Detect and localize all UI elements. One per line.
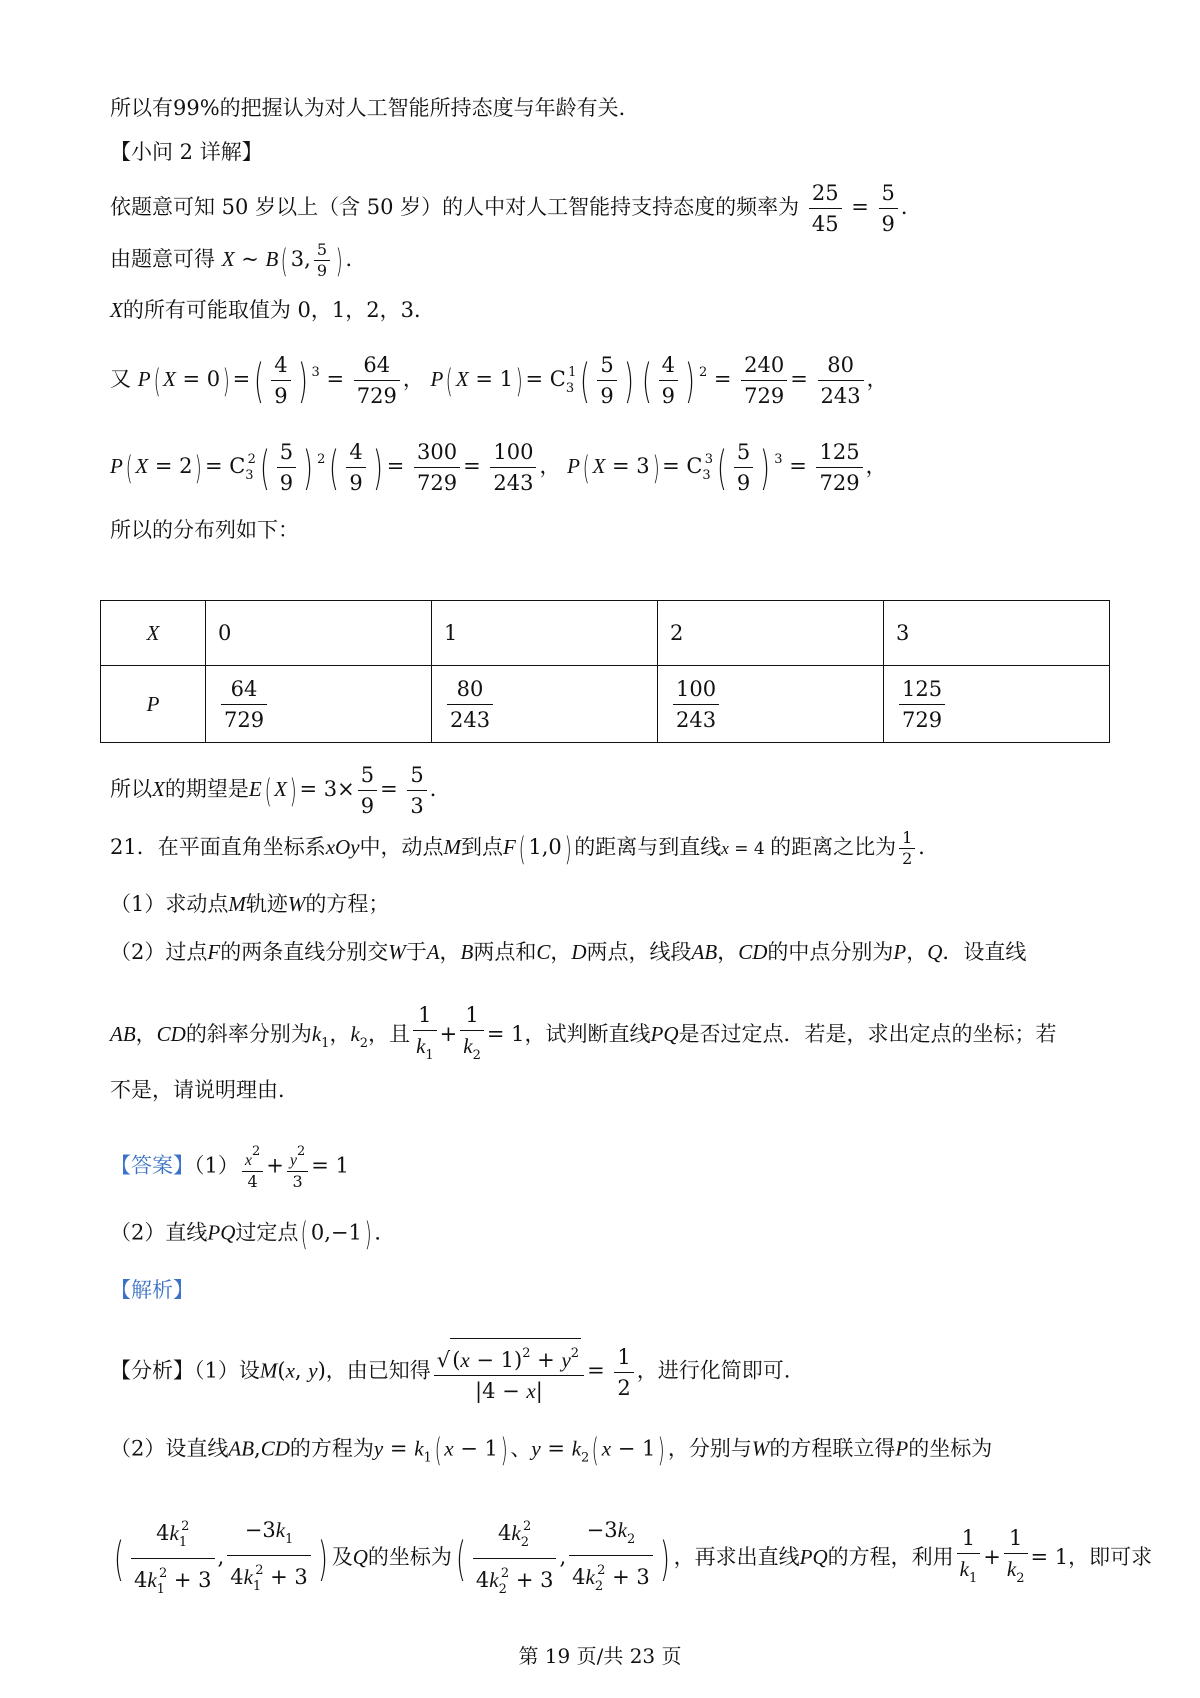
table-header-x: X: [101, 601, 206, 666]
table-cell: 0: [206, 601, 432, 666]
table-cell: $\frac{125}{729}$: [884, 666, 1110, 743]
question-21-part1: （1）求动点M轨迹W的方程；: [110, 892, 390, 916]
page-footer: 第 19 页/共 23 页: [518, 1644, 682, 1668]
question-21-part2-cont: AB，CD的斜率分别为$k_1$，$k_2$，且 $\frac{1}{k_1}$ + $\frac{1}{k_2}$ = 1，试判断直线PQ是否过定点．若是，求出定点的坐标；若: [110, 1000, 1057, 1071]
table-cell: 3: [884, 601, 1110, 666]
values-text: 的所有可能取值为 0，1，2，3．: [122, 298, 435, 322]
section-heading-part2: [110, 138, 263, 166]
analysis-part2: （2）设直线AB,CD的方程为$y = k_1$( x − 1) 、$y = k_2$( x − 1) ，分别与W的方程联立得P的坐标为: [110, 1431, 993, 1469]
analysis-part2-cont: ( $\frac{4k_1^2}{4k_1^2 + 3}$ , $\frac{-3k_1}{4k_1^2 + 3}$ ) 及Q的坐标为( $\frac{4k_2^2}{4k_2^2 + 3}$ , $\frac{-3k_2}{4k_2^2 + 3}$ ) ，再求出直线PQ的方程，利用 $\frac{1}{k_1}$ + $\frac{1}{k_2}$ = 1，即可求: [110, 1512, 1152, 1605]
text-line-frequency: 依题意可知 50 岁以上（含 50 岁）的人中对人工智能持支持态度的频率为 $\frac{25}{45}$ = $\frac{5}{9}$ ．: [110, 178, 922, 239]
answer-part1: 【答案】（1） $\frac{x^2}{4}$ + $\frac{y^2}{3}$ = 1: [110, 1144, 349, 1191]
table-cell: 2: [658, 601, 884, 666]
table-header-p: P: [101, 666, 206, 743]
answer-part2: （2）直线PQ过定点( 0,−1) ．: [110, 1215, 396, 1253]
question-21-part2: （2）过点F的两条直线分别交W于A，B两点和C，D两点，线段AB，CD的中点分别为P，Q．设直线: [110, 940, 1027, 964]
text-line-values: X的所有可能取值为 0，1，2，3．: [110, 298, 435, 322]
formula-line-p0-p1: 又 P( X = 0) =( $\frac{4}{9}$ ) $^3$ = $\frac{64}{729}$ ， P( $X = 1) = C_3^1$( $\frac{5}{9}$ ) ( $\frac{4}{9}$ ) $^2$ = $\frac{240}{729}$ = $\frac{80}{243}$ ，: [110, 350, 888, 411]
text-line-distribution: [110, 516, 299, 544]
analysis-label: 【解析】: [110, 1278, 194, 1302]
text-line-conclusion: [110, 94, 640, 122]
analysis-part1: 【分析】（1）设M(x, y)，由已知得 $\frac{√(x - 1)^2 + y^2}{|4 - x|}$ = $\frac{1}{2}$ ，进行化简即可.: [110, 1338, 790, 1406]
frequency-text: 依题意可知 50 岁以上（含 50 岁）的人中对人工智能持支持态度的频率为: [110, 195, 800, 219]
binomial-text: 由题意可得: [110, 247, 215, 271]
question-21-statement: 21．在平面直角坐标系xOy中，动点M到点F( 1,0) 的距离与到直线x = 4 的距离之比为 $\frac{1}{2}$ ．: [110, 828, 940, 868]
conclusion-text: 所以有99%的把握认为对人工智能所持态度与年龄有关．: [110, 96, 640, 120]
question-21-part2-end: 不是，请说明理由．: [110, 1078, 299, 1102]
fraction-5-9: $\frac{5}{9}$: [879, 178, 898, 239]
analysis-heading: [110, 1276, 194, 1304]
formula-line-p2-p3: P( $X = 2) = C_3^2$( $\frac{5}{9}$ ) $^2$( $\frac{4}{9}$ ) = $\frac{300}{729}$ = $\frac{100}{243}$ ， P( $X = 3) = C_3^3$( $\frac{5}{9}$ ) $^3$ = $\frac{125}{729}$ ，: [110, 437, 887, 498]
text-line-expectation: 所以X的期望是E( X) = 3× $\frac{5}{9}$ = $\frac{5}{3}$ ．: [110, 760, 451, 821]
distribution-text: 所以的分布列如下：: [110, 518, 299, 542]
part2-heading: 【小问 2 详解】: [110, 140, 263, 164]
distribution-table: [100, 600, 1110, 743]
table-row: [101, 666, 1110, 743]
table-cell: 1: [432, 601, 658, 666]
table-cell: $\frac{64}{729}$: [206, 666, 432, 743]
table-cell: $\frac{80}{243}$: [432, 666, 658, 743]
text-line-binomial: 由题意可得 X ~ B( 3, $\frac{5}{9}$ ) ．: [110, 240, 367, 280]
fraction-25-45: $\frac{25}{45}$: [809, 178, 842, 239]
table-cell: $\frac{100}{243}$: [658, 666, 884, 743]
answer-label: 【答案】: [110, 1153, 194, 1178]
table-row: [101, 601, 1110, 666]
